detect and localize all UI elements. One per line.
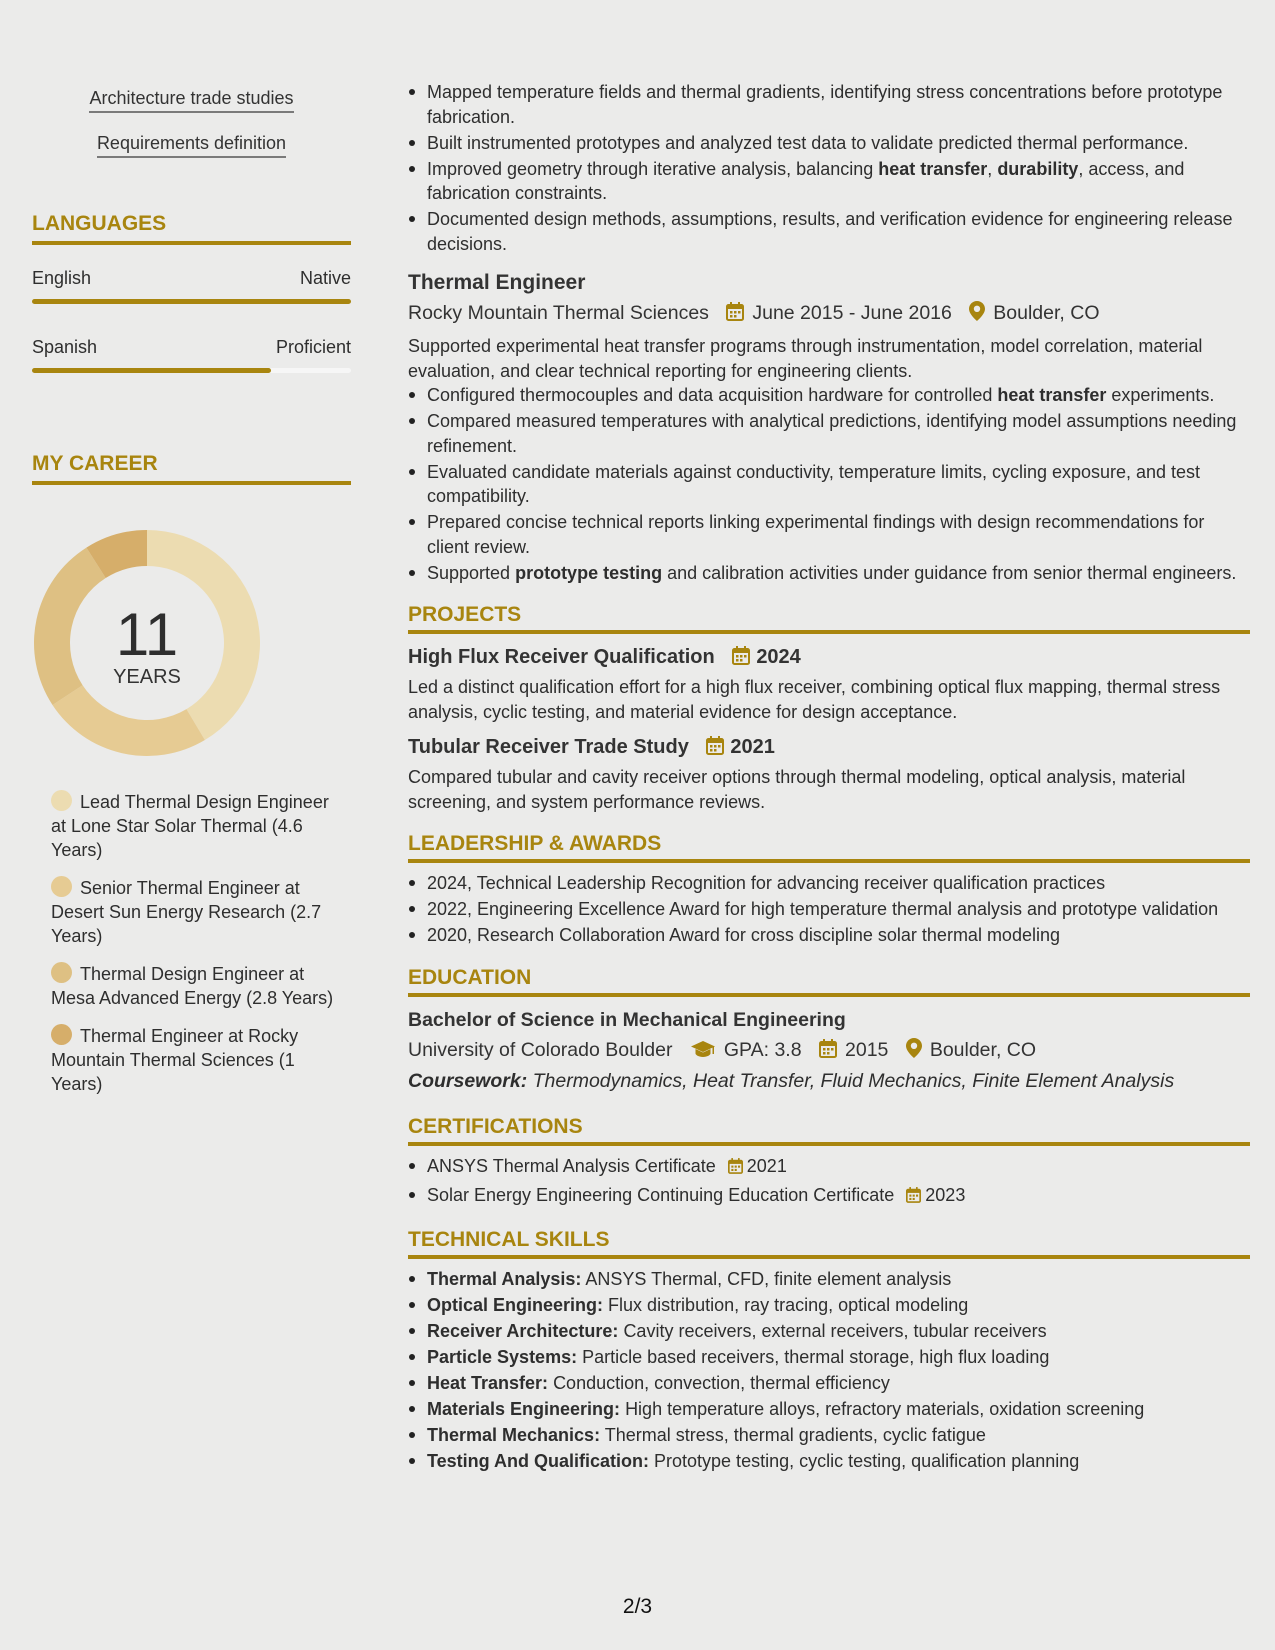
project-title bbox=[408, 736, 1250, 761]
skill-label: Thermal Mechanics: bbox=[427, 1424, 601, 1445]
language-bar-fill bbox=[32, 368, 271, 373]
bullet-item: Compared measured temperatures with analytical predictions, identifying model assumptions needing refinement. bbox=[408, 409, 1250, 458]
project-description: Led a distinct qualification effort for a high flux receiver, combining optical flux mapping, thermal stress analysis, cyclic testing, and material evidence for design acceptance. bbox=[408, 677, 1221, 722]
skill-label: Thermal Analysis: bbox=[427, 1268, 582, 1289]
language-bar-fill bbox=[32, 299, 351, 304]
certification-name: ANSYS Thermal Analysis Certificate bbox=[427, 1155, 716, 1176]
school-location: Boulder, CO bbox=[929, 1038, 1037, 1061]
page-number: 2/3 bbox=[622, 1595, 653, 1618]
certification-name: Solar Energy Engineering Continuing Education Certificate bbox=[427, 1185, 895, 1205]
job-title: Thermal Engineer bbox=[408, 271, 586, 294]
award-item: 2022, Engineering Excellence Award for high temperature thermal analysis and prototype validation bbox=[408, 897, 1250, 922]
calendar-icon bbox=[728, 1156, 743, 1181]
skill-value: Flux distribution, ray tracing, optical modeling bbox=[608, 1294, 969, 1315]
skill-value: ANSYS Thermal, CFD, finite element analysis bbox=[585, 1268, 952, 1289]
language-bar bbox=[32, 299, 351, 304]
skill-value: Prototype testing, cyclic testing, qualification planning bbox=[654, 1450, 1080, 1471]
skill-label: Optical Engineering: bbox=[427, 1294, 604, 1315]
career-title: MY CAREER bbox=[32, 452, 351, 485]
skill-label: Testing And Qualification: bbox=[427, 1450, 649, 1471]
legend-label: Thermal Design Engineer at Mesa Advanced Energy (2.8 Years) bbox=[51, 964, 334, 1008]
language-name: English bbox=[32, 268, 92, 288]
language-row bbox=[32, 337, 351, 358]
career-legend-item bbox=[51, 876, 341, 948]
awards-title: LEADERSHIP & AWARDS bbox=[408, 832, 1250, 863]
bullet-item: Documented design methods, assumptions, results, and verification evidence for engineering release decisions. bbox=[408, 207, 1250, 256]
legend-dot bbox=[51, 1024, 72, 1045]
skill-item bbox=[408, 1449, 1250, 1474]
bullet-item: Built instrumented prototypes and analyzed test data to validate predicted thermal performance. bbox=[408, 131, 1250, 156]
awards-list bbox=[408, 871, 1250, 948]
certifications-title: CERTIFICATIONS bbox=[408, 1115, 1250, 1146]
skill-tag-label: Architecture trade studies bbox=[89, 88, 293, 113]
calendar-icon bbox=[732, 646, 750, 671]
main-content bbox=[408, 80, 1250, 1475]
location-pin-icon bbox=[906, 1038, 922, 1064]
language-name: Spanish bbox=[32, 337, 98, 357]
bullet-item: Mapped temperature fields and thermal gradients, identifying stress concentrations before prototype fabrication. bbox=[408, 80, 1250, 129]
graduation-year: 2015 bbox=[845, 1038, 889, 1061]
project-title bbox=[408, 646, 1250, 671]
legend-label: Thermal Engineer at Rocky Mountain Thermal Sciences (1 Years) bbox=[51, 1026, 299, 1094]
legend-dot bbox=[51, 876, 72, 897]
job-dates: June 2015 - June 2016 bbox=[752, 302, 952, 324]
bullet-item: Improved geometry through iterative analysis, balancing heat transfer, durability, access, and fabrication constraints. bbox=[408, 157, 1250, 206]
job-summary: Supported experimental heat transfer programs through instrumentation, model correlation, material evaluation, and clear technical reporting for engineering clients. bbox=[408, 336, 1203, 381]
project-name: Tubular Receiver Trade Study bbox=[408, 736, 689, 758]
project-description: Compared tubular and cavity receiver options through thermal modeling, optical analysis, material screening, and system performance reviews. bbox=[408, 767, 1186, 812]
language-level: Proficient bbox=[275, 337, 351, 357]
skill-item bbox=[408, 1319, 1250, 1344]
skill-tag bbox=[32, 133, 351, 154]
skill-item bbox=[408, 1345, 1250, 1370]
languages-title: LANGUAGES bbox=[32, 212, 351, 245]
career-years-total: 11 bbox=[115, 601, 179, 668]
coursework-list: Thermodynamics, Heat Transfer, Fluid Mechanics, Finite Element Analysis bbox=[532, 1069, 1175, 1092]
skill-item bbox=[408, 1267, 1250, 1292]
career-donut-chart bbox=[34, 530, 260, 756]
bullet-item: Supported prototype testing and calibration activities under guidance from senior thermal engineers. bbox=[408, 561, 1250, 586]
education-title: EDUCATION bbox=[408, 966, 1250, 997]
calendar-icon bbox=[706, 736, 724, 761]
calendar-icon bbox=[726, 302, 744, 327]
skill-label: Receiver Architecture: bbox=[427, 1320, 619, 1341]
job-bullets bbox=[408, 383, 1250, 585]
calendar-icon bbox=[819, 1039, 837, 1064]
career-years-unit: YEARS bbox=[113, 666, 181, 688]
language-bar bbox=[32, 368, 351, 373]
coursework-label: Coursework: bbox=[408, 1069, 528, 1092]
coursework bbox=[408, 1070, 1250, 1093]
language-level: Native bbox=[299, 268, 351, 288]
graduation-cap-icon bbox=[690, 1040, 716, 1064]
career-legend bbox=[51, 790, 341, 1110]
project-year: 2024 bbox=[756, 646, 801, 668]
project-year: 2021 bbox=[730, 736, 775, 758]
bullet-item: Evaluated candidate materials against conductivity, temperature limits, cycling exposure, and test compatibility. bbox=[408, 460, 1250, 509]
career-donut-segment bbox=[52, 685, 204, 756]
skill-label: Heat Transfer: bbox=[427, 1372, 549, 1393]
projects-title: PROJECTS bbox=[408, 603, 1250, 634]
school-name: University of Colorado Boulder bbox=[408, 1038, 673, 1061]
legend-label: Lead Thermal Design Engineer at Lone Star Solar Thermal (4.6 Years) bbox=[51, 792, 329, 860]
skill-item bbox=[408, 1397, 1250, 1422]
legend-label: Senior Thermal Engineer at Desert Sun Energy Research (2.7 Years) bbox=[51, 878, 322, 946]
skill-label: Materials Engineering: bbox=[427, 1398, 621, 1419]
career-legend-item bbox=[51, 1024, 341, 1096]
certification-year: 2023 bbox=[925, 1185, 966, 1205]
legend-dot bbox=[51, 962, 72, 983]
technical-skills-list bbox=[408, 1267, 1250, 1474]
degree-title: Bachelor of Science in Mechanical Engineering bbox=[408, 1008, 846, 1031]
job-location: Boulder, CO bbox=[993, 302, 1100, 324]
skill-item bbox=[408, 1371, 1250, 1396]
skill-label: Particle Systems: bbox=[427, 1346, 578, 1367]
education-meta bbox=[408, 1038, 1250, 1064]
skill-value: Conduction, convection, thermal efficiency bbox=[553, 1372, 890, 1393]
gpa: GPA: 3.8 bbox=[723, 1038, 802, 1061]
certification-item bbox=[408, 1154, 1250, 1181]
award-item: 2020, Research Collaboration Award for cross discipline solar thermal modeling bbox=[408, 923, 1250, 948]
certifications-list bbox=[408, 1154, 1250, 1210]
legend-dot bbox=[51, 790, 72, 811]
skill-tag-label: Requirements definition bbox=[97, 133, 286, 158]
skill-tag bbox=[32, 88, 351, 109]
skill-value: Thermal stress, thermal gradients, cyclic fatigue bbox=[604, 1424, 986, 1445]
career-legend-item bbox=[51, 790, 341, 862]
company-name: Rocky Mountain Thermal Sciences bbox=[408, 302, 709, 324]
skill-value: High temperature alloys, refractory materials, oxidation screening bbox=[625, 1398, 1145, 1419]
location-pin-icon bbox=[969, 301, 985, 327]
career-legend-item bbox=[51, 962, 341, 1010]
calendar-icon bbox=[906, 1185, 921, 1210]
skill-value: Particle based receivers, thermal storage, high flux loading bbox=[582, 1346, 1050, 1367]
bullet-item: Configured thermocouples and data acquisition hardware for controlled heat transfer experiments. bbox=[408, 383, 1250, 408]
award-item: 2024, Technical Leadership Recognition for advancing receiver qualification practices bbox=[408, 871, 1250, 896]
language-row bbox=[32, 268, 351, 289]
skill-item bbox=[408, 1423, 1250, 1448]
certification-year: 2021 bbox=[746, 1155, 787, 1176]
technical-skills-title: TECHNICAL SKILLS bbox=[408, 1228, 1250, 1259]
skill-item bbox=[408, 1293, 1250, 1318]
certification-item bbox=[408, 1183, 1250, 1210]
job-meta bbox=[408, 301, 1250, 327]
previous-job-bullets bbox=[408, 80, 1250, 256]
bullet-item: Prepared concise technical reports linking experimental findings with design recommendations for client review. bbox=[408, 510, 1250, 559]
project-name: High Flux Receiver Qualification bbox=[408, 646, 715, 668]
skill-value: Cavity receivers, external receivers, tubular receivers bbox=[623, 1320, 1047, 1341]
